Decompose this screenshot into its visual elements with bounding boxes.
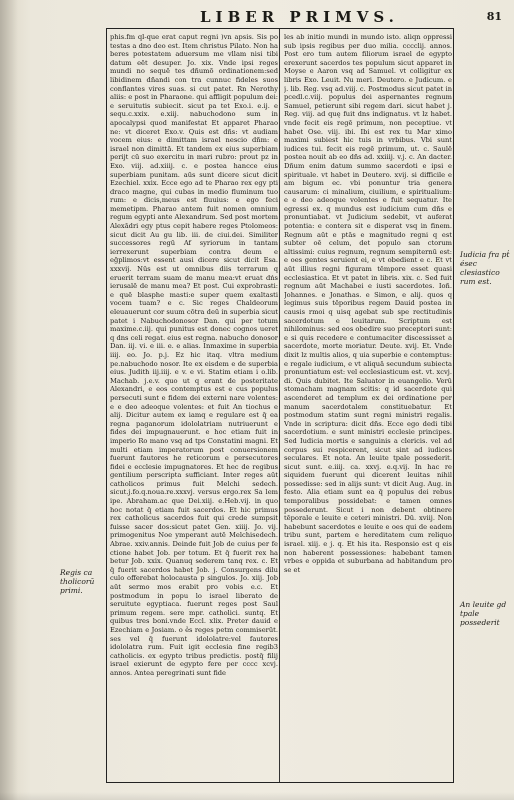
right-column-text: les ab initio mundi in mundo isto. aliqn oppressi sub ipsis regibus per duo milia. cccclij. annos. Post ero tum autem filiorum israel de egypto erexerunt sacerdos tes populum sicut apparet in Moyse e Aaron vsq ad Samuel. vt colligitur ex libris Exo. Leuit. Nu meri. Deutero. e Judicum. e j. lib. Reg. vsq ad.viij. c. Postmodus sicut patet in pcedl.c.viij. populus dei aspernantes regnum Samuel, petierunt sibi regem dari. sicut habet j. Reg. viij. ad quę fuit dns indignatus. vt lz habet. vnde fecit eis regē primum, non peceptiue. vt habet Ose. viij. ibi. Ibi est rex tu Mar ximo maximi subiest hic tuis in vrbibus. Vbi sunt iudices tui. fecit eis regē primum, ut. c. Saulē postea nouit ab eo dñs ad. xxiiij. v.j. c. An dacter. Dñum enim datum summo sacerdoti e ipsi e spirituale. vt habet in Deutero. xvij. si difficile e am bigum ec. vbi ponuntur tria genera causarum: ci minalium, ciuilium, e spiritualium: e e deo adeoque volentes e fuit sequatur. Ite egressi ex. q mundus est iudicium cum dñs e pronuntiabat. vt Judicium sedebit, vt auferat potentia: e contera sit e disperat vsq in finem. Regnum aūt e ptās e magnitudo regni q est subter oē celum, det populo san ctorum altissimi: cuius regnum, regnum sempiternū est: e oes gentes seruient ei, e vt obedient e c. Et vt aūt illius regni figuram tēmpore esset quasi ecclesiastica. Et vt patet in libris. xix. c. Sed fuit regnum aūt Machabei e iusti sacerdotes. Ioñ. Johannes. e Jonathas. e Simon, e alij. quos q legimus suis tēporibus regem Dauid postea in causis rmoi q uisq agebat sub spe rectitudinis sacerdotum e leuitarum. Scriptum est nihilominus: sed eos obedire suo preceptori sunt: e si quis recedere e contumaciter discessisset a sacerdote, morte moriatur. Deute. xvij. Et. Vnde dixit lz multis alios, q uia superbie e contemptus: e regale iudicium, e vt aliquā secundum subiecta pronuntiatum est: vel ecclesiasticum est. vt. xcvj. di. Quis dubitet. Ite Saluator in euangelio. Verū stomacham magnam scitis: q id sacerdote qui ascenderet ad templum ex dei ordinatione per manum sacerdotalem constituebatur. Et postmodum statim sunt regni ministri regalis. Vnde in scriptura: dicit dñs. Ecce ego dedi tibi sacerdotium. e sunt ministri ecclesie principes. Sed Iudicia mortis e sanguinis a clericis. vel ad corpus sui respicerent, sicut sint ad iudices seculares. Et nota. An leuite tpale possederit. sicut sunt. e.iiij. ca. xxvj. e.q.vij. In hac re siquidem fuerunt qui dicerent leuitas nihil possedisse: sed in alijs sunt: vt dicit Aug. Aug. in festo. Alia etiam sunt ea q̄ populus dei rebus temporalibus possidebat: e tamen omnes possederunt. Sicut i non debent obtinere tēporale e leuite e ceteri ministri. Dū. xviij. Non habebunt sacerdotes e leuite e oes qui de eadem tribu sunt, partem e hereditatem cum reliquo israel. xiij. e j. q. Et his ita. Responsio est q eis non haberent possessiones: habebant tamen vrbes e oppida et suburbana ad habitandum pro se et	[284, 33, 452, 574]
text-block-frame	[106, 28, 454, 783]
running-head-title: LIBER PRIMVS.	[200, 8, 399, 26]
left-column	[110, 33, 278, 778]
margin-note-left: Regis ca tholicorū primi.	[60, 568, 95, 595]
folio-number: 81	[486, 10, 502, 23]
binding-shadow	[0, 0, 18, 800]
running-head	[110, 8, 502, 30]
column-divider	[279, 29, 280, 782]
page-edge-wear	[0, 792, 514, 800]
left-column-text: phis.fm ql-que erat caput regni )vn apsis. Sis po testas a dno deo est. Item christus Pilato. Non ha beres potestatem aduersum me vllam nisi tibi datum eēt desuper. Jo. xix. Vnde ipsi reges mundi no sequē tes dñumõ ordinationem:sed libidinem dñandi con tra cunnuc fideles suos conflantes vires suas. si cut patet. Rn Nerothy aliis: e post in Pharaone. qui affligit populum dei: e seruitutis subiecit. sicut pa tet Exo.i. e.ij. e sequ.c.xxix. e.xiij. nabuchodono sum in apocalypsi quod manifestat Et apparet Pharao ne: vt diceret Exo.v. Quis est dñs: vt audiam vocem eius: e dimittam israel nescio dñm: e israel non dimittā. Et tandem ex eius superbiam perijt cū suo exercitu in mari rubro: prout pz in Exo. viij. ad.xiiij. c. e postea hancce eius superbiam punitam. aūs sunt dicere sicut dicit Ezechiel. xxix. Ecce ego ad te Pharao rex egy pti draco magne, qui cubas in medio fluminum tuo rum: e dicis,meus est fluuius: e ego feci memetipm. Pharao antem fuit nomen omnium regum egypti ante Alexandrum. Sed post mortem Alexādri egy ptus cepit habere reges Ptolomeos: sicut dicit Au gu lib. iii. de ciui.dei. Similiter successores regū Af syriorum in tantam ierrexerunt superbiam contra deum e eḡplimos:vt essent ausi dicere sicut dicit Esa. xxxvij. Nūs est ut omnibus diis terrarum q eruerit terram suam de manu mea:vt eruat dńs ierusalē de manu mea? Et post. Cui exprobrasti: e quē blasphe masti:e super quem exaltasti vocem tuam? e c. Sic reges Chaldeorum eleuauerunt cor suum cōtra deū in superbia sicut patet i Nabuchodonosor Dan. qui per totum maxime.c.iij. qui punitus est donec cognos ueret q dns celi regat. eius est regna. nabucho donosor Dan. iij. vi. e iii. e. e alias. Inmaxime in superbia iiij. eo. Jo. p.j. Ez hic itaq. vltra medium pe.nabuchodo nosor. Ite ex eisdem e de superbia eius. Judith iij.iiij. e v. e vi. Statim etiam i o.lib. Machab. j.e.v. quo ut q erant de posteritate Alexandri, e eos contemptus est e cus populus persecuti sunt e fidem dei externi nare volentes: e e deo adeoque volentes: et fuit An tiochus e alij. Dicitur autem ex iamq e regulare est q̄ ea regna paganorum idololatriam nutriuerunt e fides dei impugnauerunt. e hoc etiam fuit in imperio Ro mano vsq ad tps Constatini magni. Et multi etiam imperatorum post conuersionem fuerunt fautores he reticorum e persecutores fidei e ecclesie impugnatores. Et hec de regibus gentilium perscripta sufficiant. Inter reges aūt catholicos primus fuit Melchi sedech. sicut.j.fo.q.noua.re.xxxvj. versus ergo.rex Sa lem ipe. Abraham.ac que Dei.xiij. e.Heb.vij. in quo hoc notat q̄ etiam fuit sacerdos. Et hic primus rex catholicus sacerdos fuit qui crede sumpsit fuisse sacer dos:sicut patet Gen. xiiij. Jo. vij. primogenitus Noe ymperant autē Melchisedech. Abrae. xxiv.annis. Deinde fuit Job de cuius per fe ctione habet Job. per totum. Et q̄ fuerit rex ha betur Job. xxix. Quanuq sederem tanq rex. c. Et q̄ fuerit sacerdos habet Job. j. Consurgens dilu culo offerebat holocausta p singulos. Jo. xiij. Job aūt sermo mos erabit pro vobis e.c. Et postmodum in popu lo israel liberato de seruitute egyptiaca. fuerunt reges post Saul primum regem. sere mpr. catholici. suntq. Et quibus tres boni.vnde Eccl. xlix. Preter dauid e Ezechiam e Josiam. o e̾s reges petm commiserūt. ses vel q̄ fuerunt idololatre:vel fautores idololatra rum. Fuit igit ecclesia fine regib3 catholicis. ex egypto tribus predictis. postq̄ filij israel exierunt de egypto fere per cccc xcvj. annos. Antea peregrinati sunt fide	[110, 33, 278, 677]
right-column	[284, 33, 452, 778]
margin-note-right-leuite: An leuite gd tpale possederit	[460, 600, 507, 627]
margin-note-right-judicia: Iudicia fra pṫ ésec clesiastico rum est.	[460, 250, 510, 286]
